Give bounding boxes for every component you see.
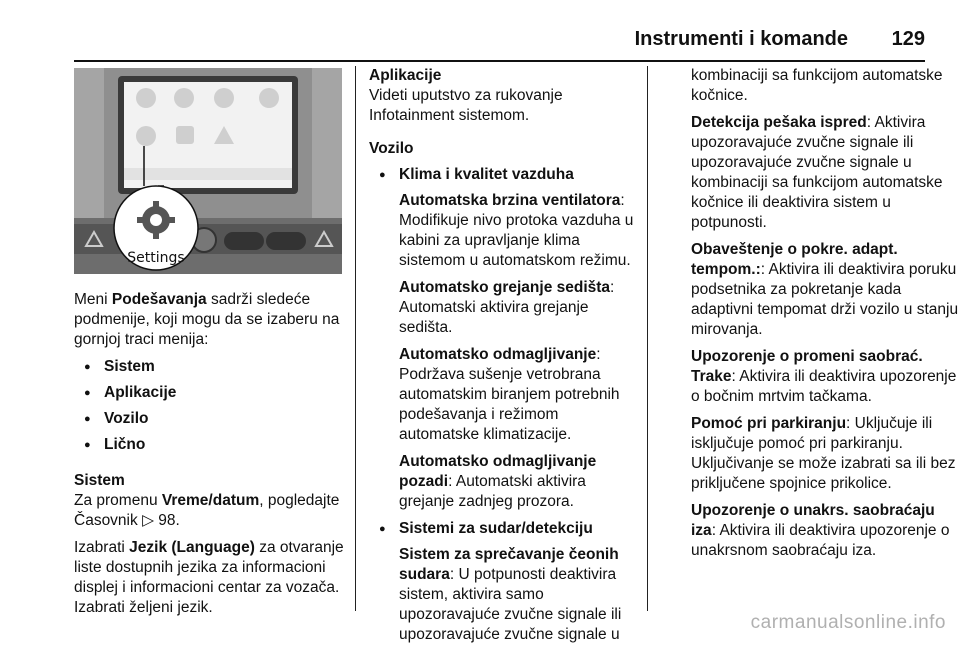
section-heading-aplikacije: Aplikacije bbox=[369, 67, 442, 84]
list-item: ● Aplikacije bbox=[74, 383, 344, 403]
column-left bbox=[74, 290, 344, 625]
setting-lane-change-alert: Upozorenje o promeni saobrać. Trake: Aktivira ili deaktivira upozorenje o bočnim mrtvim tačkama. bbox=[691, 348, 957, 405]
column-middle bbox=[369, 66, 637, 652]
music-icon bbox=[136, 88, 156, 108]
list-item: ● Lično bbox=[74, 435, 344, 455]
page-ref-icon: ▷ bbox=[142, 512, 154, 529]
column-divider bbox=[355, 66, 356, 611]
list-item: ● Vozilo bbox=[74, 409, 344, 429]
list-item: ● Sistem bbox=[74, 357, 344, 377]
setting-rear-cross-traffic: Upozorenje o unakrs. saobraćaju iza: Aktivira ili deaktivira upozorenje o unakrsnom saobraćaju iza. bbox=[691, 502, 950, 559]
sistem-paragraph-2: Izabrati Jezik (Language) za otvaranje liste dostupnih jezika za informacioni displej i informacioni centar za vozača. Izabrati željeni jezik. bbox=[74, 539, 344, 616]
continued-text: kombinaciji sa funkcijom automatske kočnice. bbox=[691, 67, 943, 104]
page-header bbox=[0, 22, 960, 62]
sistem-paragraph-1: Za promenu Vreme/datum, pogledajte Časovnik ▷ 98. bbox=[74, 492, 340, 529]
setting-auto-rear-defog: Automatsko odmagljivanje pozadi: Automatski aktivira grejanje zadnjeg prozora. bbox=[399, 453, 597, 510]
infotainment-illustration bbox=[74, 68, 342, 274]
phone-icon bbox=[174, 88, 194, 108]
setting-adaptive-cruise-notice: Obaveštenje o pokre. adapt. tempom.:: Aktivira ili deaktivira poruku podsetnika za pokretanje kada adaptivni tempomat drži vozilo u stanju mirovanja. bbox=[691, 241, 959, 338]
column-right bbox=[691, 66, 960, 568]
settings-small-icon bbox=[136, 126, 156, 146]
setting-collision-prevention: Sistem za sprečavanje čeonih sudara: U potpunosti deaktivira sistem, aktivira samo upozoravajuće zvučne signale ili upozoravajuće zvučne signale u bbox=[399, 546, 622, 643]
header-title: Instrumenti i komande bbox=[634, 28, 848, 50]
setting-automatic-fan-speed: Automatska brzina ventilatora: Modifikuje nivo protoka vazduha u kabini za upravljanje klima sistemom u automatskom režimu. bbox=[399, 192, 634, 269]
infotainment-figure bbox=[74, 68, 342, 274]
aplikacije-text: Videti uputstvo za rukovanje Infotainment sistemom. bbox=[369, 87, 563, 124]
callout-label: Settings bbox=[127, 250, 185, 266]
list-item: ● Klima i kvalitet vazduha bbox=[369, 165, 637, 185]
setting-auto-defog: Automatsko odmagljivanje: Podržava sušenje vetrobrana automatskim biranjem potrebnih podešavanja i režimom automatske klimatizacije. bbox=[399, 346, 620, 443]
setting-park-assist: Pomoć pri parkiranju: Uključuje ili isključuje pomoć pri parkiranju. Uključivanje se može izabrati sa ili bez priključene spojnice prikolice. bbox=[691, 415, 956, 492]
menu-intro: Meni Podešavanja sadrži sledeće podmenije, koji mogu da se izaberu na gornjoj traci menija: bbox=[74, 291, 340, 348]
user-icon bbox=[259, 88, 279, 108]
section-heading-sistem: Sistem bbox=[74, 472, 125, 489]
list-item: ● Sistemi za sudar/detekciju bbox=[369, 519, 637, 539]
section-heading-vozilo: Vozilo bbox=[369, 140, 414, 157]
nav-icon bbox=[214, 88, 234, 108]
setting-auto-seat-heating: Automatsko grejanje sedišta: Automatski aktivira grejanje sedišta. bbox=[399, 279, 615, 336]
header-rule bbox=[74, 60, 925, 62]
column-divider bbox=[647, 66, 648, 611]
setting-pedestrian-detection: Detekcija pešaka ispred: Aktivira upozoravajuće zvučne signale ili upozoravajuće zvučne signale u kombinaciji sa funkcijom automatske kočnice ili deaktivira sistem u potpunosti. bbox=[691, 114, 943, 231]
page-number: 129 bbox=[891, 28, 925, 50]
watermark: carmanualsonline.info bbox=[750, 612, 946, 633]
